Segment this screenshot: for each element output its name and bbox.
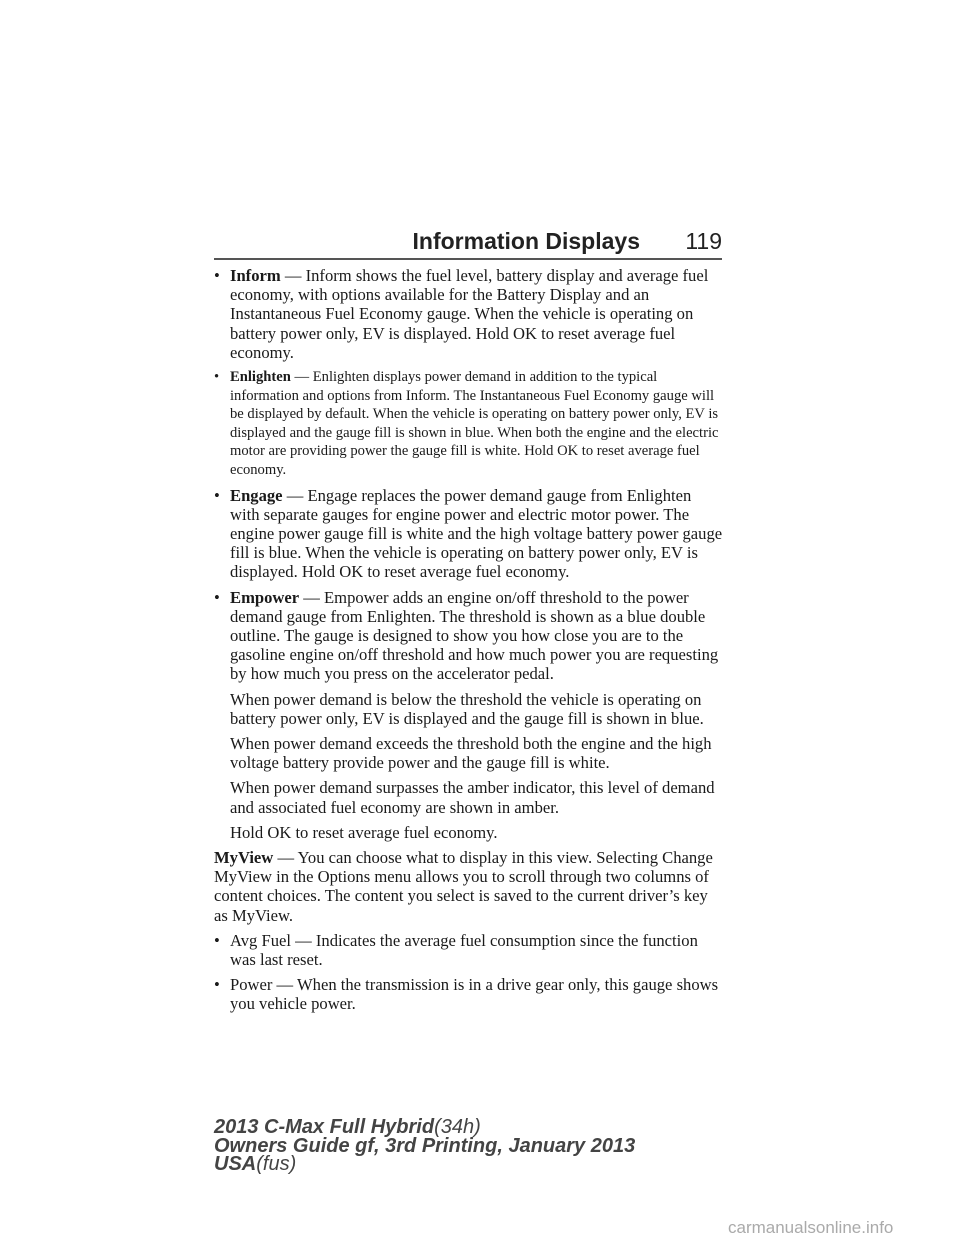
desc-power: Power — When the transmission is in a drive gear only, this gauge shows you vehicle power. [230,975,719,1014]
header-rule [214,258,722,260]
term-empower: Empower [230,587,300,607]
empower-paragraph: Hold OK to reset average fuel economy. [230,822,498,842]
bullet-dot: • [214,587,220,607]
bullet-inform [214,266,724,362]
footer-region-code: (fus) [256,1153,297,1175]
desc-myview: — You can choose what to display in this view. Selecting Change MyView in the Options menu allows you to scroll through two columns of content choices. The content you select is saved to the current driver’s key as MyView. [214,848,713,925]
bullet-dot: • [214,266,220,285]
bullet-empower [214,588,724,684]
desc-engage: — Engage replaces the power demand gauge from Enlighten with separate gauges for engine power and electric motor power. The engine power gauge fill is white and the high voltage battery power gauge fill is blue. When the vehicle is operating on battery power only, EV is displayed. Hold OK to reset average fuel economy. [230,485,723,582]
page-header [214,226,722,260]
footer-line-2: Owners Guide gf, 3rd Printing, January 2013 [214,1134,636,1157]
page-body [214,266,724,1020]
bullet-dot: • [214,930,220,950]
desc-empower: — Empower adds an engine on/off threshold to the power demand gauge from Enlighten. The threshold is shown as a blue double outline. The gauge is designed to show you how close you are to the gasoline engine on/off threshold and how much power you are requesting by how much you press on the accelerator pedal. [230,587,719,684]
myview-paragraph [214,848,724,925]
page-footer [214,1118,635,1174]
page-title: Information Displays [412,228,640,254]
empower-paragraph: When power demand surpasses the amber indicator, this level of demand and associated fuel economy are shown in amber. [230,778,715,817]
footer-model: 2013 C-Max Full Hybrid [214,1116,435,1138]
bullet-dot: • [214,485,220,505]
desc-avg-fuel: Avg Fuel — Indicates the average fuel consumption since the function was last reset. [230,930,698,970]
page-number: 119 [685,228,722,254]
bullet-enlighten [214,368,724,480]
bullet-dot: • [214,975,220,995]
footer-line-3 [214,1155,635,1174]
desc-inform: — Inform shows the fuel level, battery display and average fuel economy, with options available for the Battery Display and an Instantaneous Fuel Economy gauge. When the vehicle is operating on battery power only, EV is displayed. Hold OK to reset average fuel economy. [230,266,709,362]
term-enlighten: Enlighten [230,369,291,386]
bullet-engage [214,486,724,582]
term-myview: MyView [214,848,274,868]
bullet-dot: • [214,369,220,386]
bullet-power [214,975,724,1013]
footer-model-code: (34h) [434,1116,481,1138]
term-inform: Inform [230,266,281,285]
term-engage: Engage [230,485,283,505]
footer-line-1 [214,1118,635,1137]
empower-paragraph: When power demand is below the threshold the vehicle is operating on battery power only, EV is displayed and the gauge fill is shown in blue. [230,689,704,728]
footer-region: USA [214,1153,257,1175]
desc-enlighten: — Enlighten displays power demand in addition to the typical information and options from Inform. The Instantaneous Fuel Economy gauge will be displayed by default. When the vehicle is operating on battery power only, EV is displayed and the gauge fill is shown in blue. When both the engine and the electric motor are providing power the gauge fill is white. Hold OK to reset average fuel economy. [230,369,719,478]
empower-paragraph: When power demand exceeds the threshold both the engine and the high voltage battery provide power and the gauge fill is white. [230,734,712,773]
watermark: carmanualsonline.info [728,1218,894,1237]
bullet-avg-fuel [214,931,724,969]
